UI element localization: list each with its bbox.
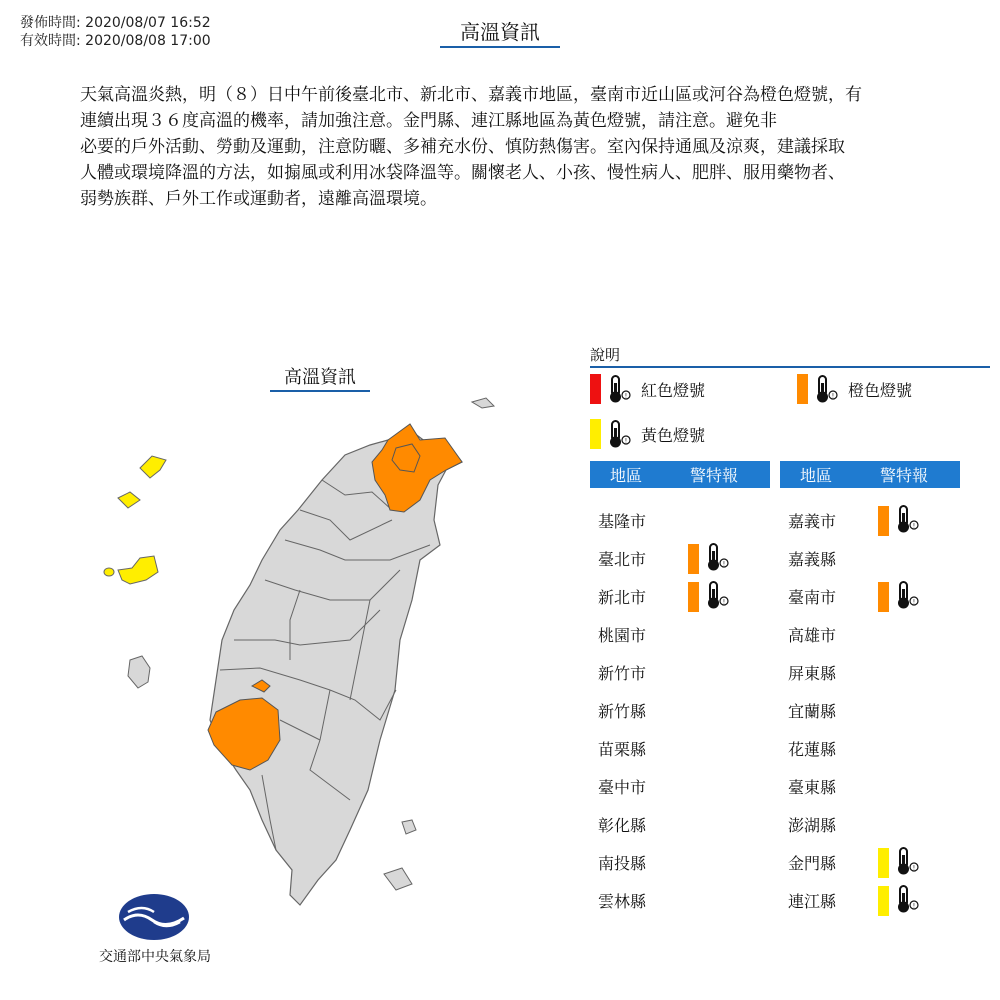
- region-name: 花蓮縣: [788, 740, 837, 759]
- orchid-island: [384, 868, 412, 890]
- region-name: 臺東縣: [788, 778, 837, 797]
- paragraph-line: 天氣高溫炎熱，明（８）日中午前後臺北市、新北市、嘉義市地區，臺南市近山區或河谷為橙色燈號，有: [80, 85, 862, 105]
- region-row: [598, 846, 778, 876]
- valid-time: 有效時間: 2020/08/08 17:00: [20, 33, 211, 49]
- legend-orange-label: 橙色燈號: [848, 380, 913, 400]
- page-title: 高溫資訊: [440, 18, 560, 48]
- taiwan-map: [90, 380, 510, 940]
- paragraph-line: 連續出現３６度高溫的機率，請加強注意。金門縣、連江縣地區為黃色燈號，請注意。避免非: [80, 111, 777, 131]
- svg-text:!: !: [624, 437, 628, 445]
- svg-text:!: !: [831, 392, 835, 400]
- matsu-north: [140, 456, 166, 478]
- legend-yellow: [590, 419, 705, 449]
- col-region-left: 地區: [610, 466, 643, 485]
- region-row: [598, 770, 778, 800]
- warning-indicator: [878, 846, 921, 880]
- guishan-island: [472, 398, 494, 408]
- table-header-left: [590, 461, 770, 488]
- col-warning-left: 警特報: [690, 466, 739, 485]
- map-title: 高溫資訊: [270, 366, 370, 392]
- region-row: [598, 618, 778, 648]
- yellow-level-bar: [878, 886, 889, 916]
- agency-name: 交通部中央氣象局: [99, 949, 211, 965]
- kinmen-small-island: [104, 568, 114, 576]
- region-row: [788, 542, 968, 572]
- warning-indicator: [878, 504, 921, 538]
- region-row: [598, 542, 778, 572]
- region-row: [598, 656, 778, 686]
- orange-level-bar: [688, 544, 699, 574]
- warning-paragraph: [80, 82, 930, 212]
- region-name: 澎湖縣: [788, 816, 837, 835]
- region-row: [788, 846, 968, 876]
- region-row: [788, 504, 968, 534]
- region-row: [598, 808, 778, 838]
- region-row: [788, 580, 968, 610]
- warning-indicator: [878, 580, 921, 614]
- region-name: 臺中市: [598, 778, 647, 797]
- matsu-south: [118, 492, 140, 508]
- region-row: [788, 618, 968, 648]
- region-name: 雲林縣: [598, 892, 647, 911]
- region-name: 苗栗縣: [598, 740, 647, 759]
- yellow-level-bar: [878, 848, 889, 878]
- region-name: 臺北市: [598, 550, 647, 569]
- orange-level-bar: [688, 582, 699, 612]
- region-name: 基隆市: [598, 512, 647, 531]
- region-name: 嘉義縣: [788, 550, 837, 569]
- region-row: [598, 580, 778, 610]
- svg-text:!: !: [912, 864, 916, 872]
- region-name: 新北市: [598, 588, 647, 607]
- paragraph-line: 弱勢族群、戶外工作或運動者，遠離高溫環境。: [80, 189, 437, 209]
- region-row: [788, 884, 968, 914]
- region-row: [788, 732, 968, 762]
- region-name: 臺南市: [788, 588, 837, 607]
- orange-level-bar: [878, 582, 889, 612]
- legend-red: [590, 374, 705, 404]
- region-row: [788, 770, 968, 800]
- region-row: [788, 656, 968, 686]
- thermometer-icon: [705, 580, 731, 614]
- cwb-logo-icon: [118, 892, 190, 942]
- region-name: 屏東縣: [788, 664, 837, 683]
- paragraph-line: 人體或環境降溫的方法，如搧風或利用冰袋降溫等。關懷老人、小孩、慢性病人、肥胖、服用藥物者、: [80, 163, 845, 183]
- warning-indicator: [688, 580, 731, 614]
- col-region-right: 地區: [800, 466, 833, 485]
- region-name: 連江縣: [788, 892, 837, 911]
- yellow-swatch: [590, 419, 601, 449]
- penghu-region: [128, 656, 150, 688]
- svg-text:!: !: [722, 598, 726, 606]
- thermometer-icon: [705, 542, 731, 576]
- thermometer-icon: [895, 884, 921, 918]
- issued-time: 發佈時間: 2020/08/07 16:52: [20, 15, 211, 31]
- taiwan-island: [210, 430, 462, 905]
- svg-text:!: !: [624, 392, 628, 400]
- legend-yellow-label: 黃色燈號: [641, 425, 706, 445]
- table-header-right: [780, 461, 960, 488]
- thermometer-icon: [607, 419, 633, 449]
- thermometer-icon: [895, 580, 921, 614]
- legend-divider: [590, 366, 990, 368]
- orange-level-bar: [878, 506, 889, 536]
- kinmen-region: [118, 556, 158, 584]
- svg-text:!: !: [912, 522, 916, 530]
- region-name: 宜蘭縣: [788, 702, 837, 721]
- region-row: [598, 884, 778, 914]
- region-row: [788, 808, 968, 838]
- red-swatch: [590, 374, 601, 404]
- legend-red-label: 紅色燈號: [641, 380, 706, 400]
- issue-times: [20, 14, 211, 50]
- thermometer-icon: [607, 374, 633, 404]
- svg-text:!: !: [912, 598, 916, 606]
- region-name: 金門縣: [788, 854, 837, 873]
- paragraph-line: 必要的戶外活動、勞動及運動，注意防曬、多補充水份、慎防熱傷害。室內保持通風及涼爽，建議採取: [80, 137, 845, 157]
- col-warning-right: 警特報: [880, 466, 929, 485]
- region-name: 彰化縣: [598, 816, 647, 835]
- thermometer-icon: [814, 374, 840, 404]
- region-name: 桃園市: [598, 626, 647, 645]
- warning-indicator: [878, 884, 921, 918]
- svg-text:!: !: [722, 560, 726, 568]
- region-row: [598, 694, 778, 724]
- orange-swatch: [797, 374, 808, 404]
- region-name: 新竹市: [598, 664, 647, 683]
- region-name: 高雄市: [788, 626, 837, 645]
- region-name: 新竹縣: [598, 702, 647, 721]
- region-row: [788, 694, 968, 724]
- legend-title: 說明: [590, 346, 621, 364]
- region-name: 南投縣: [598, 854, 647, 873]
- thermometer-icon: [895, 846, 921, 880]
- thermometer-icon: [895, 504, 921, 538]
- warning-indicator: [688, 542, 731, 576]
- legend-orange: [797, 374, 912, 404]
- region-row: [598, 732, 778, 762]
- green-island: [402, 820, 416, 834]
- svg-text:!: !: [912, 902, 916, 910]
- region-name: 嘉義市: [788, 512, 837, 531]
- region-row: [598, 504, 778, 534]
